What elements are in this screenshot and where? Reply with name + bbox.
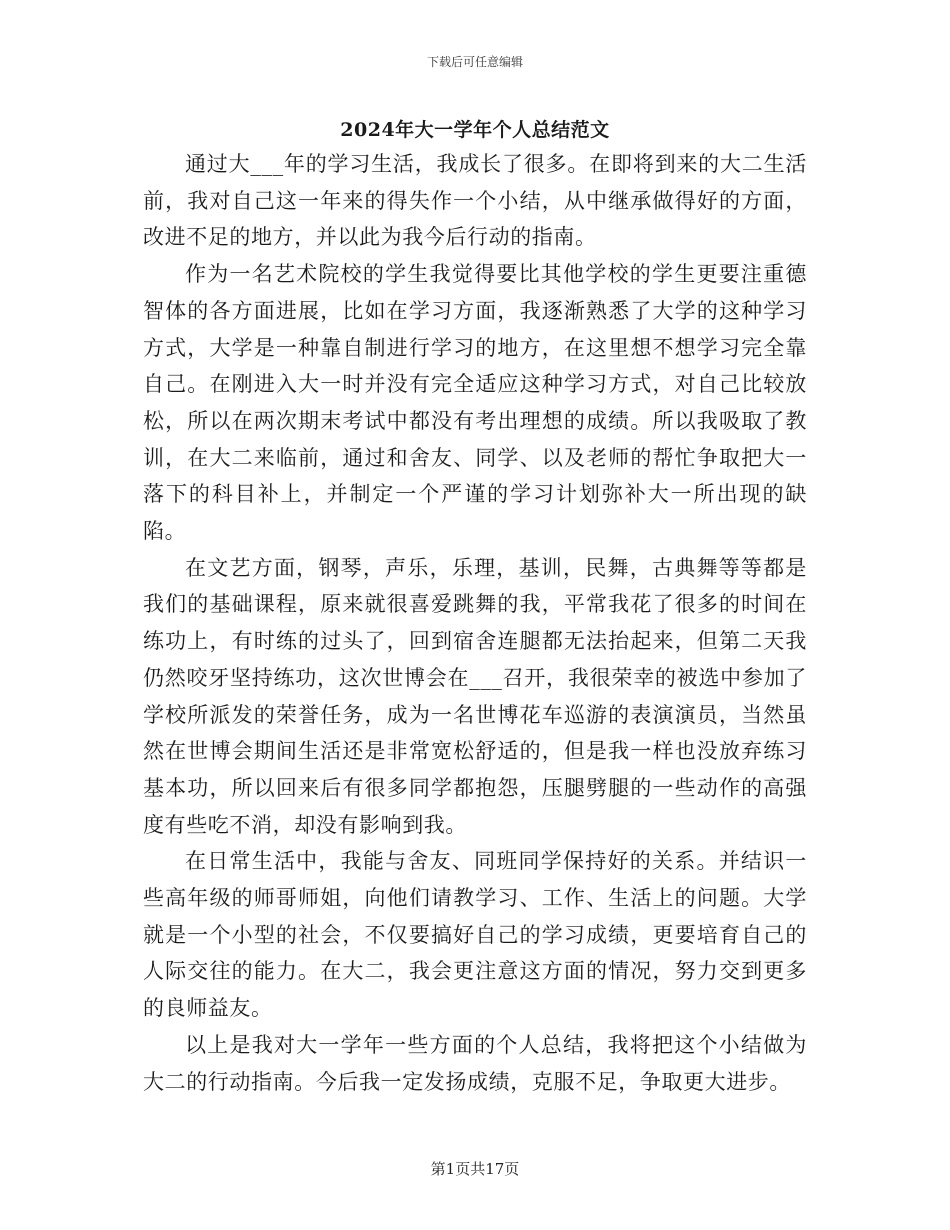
paragraph: 作为一名艺术院校的学生我觉得要比其他学校的学生更要注重德智体的各方面进展，比如在学习方面，我逐渐熟悉了大学的这种学习方式，大学是一种靠自制进行学习的地方，在这里想不想学习完全靠自己。在刚进入大一时并没有完全适应这种学习方式，对自己比较放松，所以在两次期末考试中都没有考出理想的成绩。所以我吸取了教训，在大二来临前，通过和舍友、同学、以及老师的帮忙争取把大一落下的科目补上，并制定一个严谨的学习计划弥补大一所出现的缺陷。 <box>143 262 807 544</box>
paragraph: 通过大___年的学习生活，我成长了很多。在即将到来的大二生活前，我对自己这一年来的得失作一个小结，从中继承做得好的方面，改进不足的地方，并以此为我今后行动的指南。 <box>143 152 807 250</box>
paragraph: 在文艺方面，钢琴，声乐，乐理，基训，民舞，古典舞等等都是我们的基础课程，原来就很喜爱跳舞的我，平常我花了很多的时间在练功上，有时练的过头了，回到宿舍连腿都无法抬起来，但第二天我仍然咬牙坚持练功，这次世博会在___召开，我很荣幸的被选中参加了学校所派发的荣誉任务，成为一名世博花车巡游的表演演员，当然虽然在世博会期间生活还是非常宽松舒适的，但是我一样也没放弃练习基本功，所以回来后有很多同学都抱怨，压腿劈腿的一些动作的高强度有些吃不消，却没有影响到我。 <box>143 555 807 837</box>
document-body <box>143 146 807 1100</box>
paragraph: 以上是我对大一学年一些方面的个人总结，我将把这个小结做为大二的行动指南。今后我一定发扬成绩，克服不足，争取更大进步。 <box>143 1032 807 1094</box>
page-number: 第1页共17页 <box>430 1160 520 1178</box>
document-title: 2024年大一学年个人总结范文 <box>340 119 610 141</box>
paragraph: 在日常生活中，我能与舍友、同班同学保持好的关系。并结识一些高年级的师哥师姐，向他们请教学习、工作、生活上的问题。大学就是一个小型的社会，不仅要搞好自己的学习成绩，更要培育自己的人际交往的能力。在大二，我会更注意这方面的情况，努力交到更多的良师益友。 <box>143 849 807 1021</box>
page-header-note: 下载后可任意编辑 <box>426 55 523 69</box>
